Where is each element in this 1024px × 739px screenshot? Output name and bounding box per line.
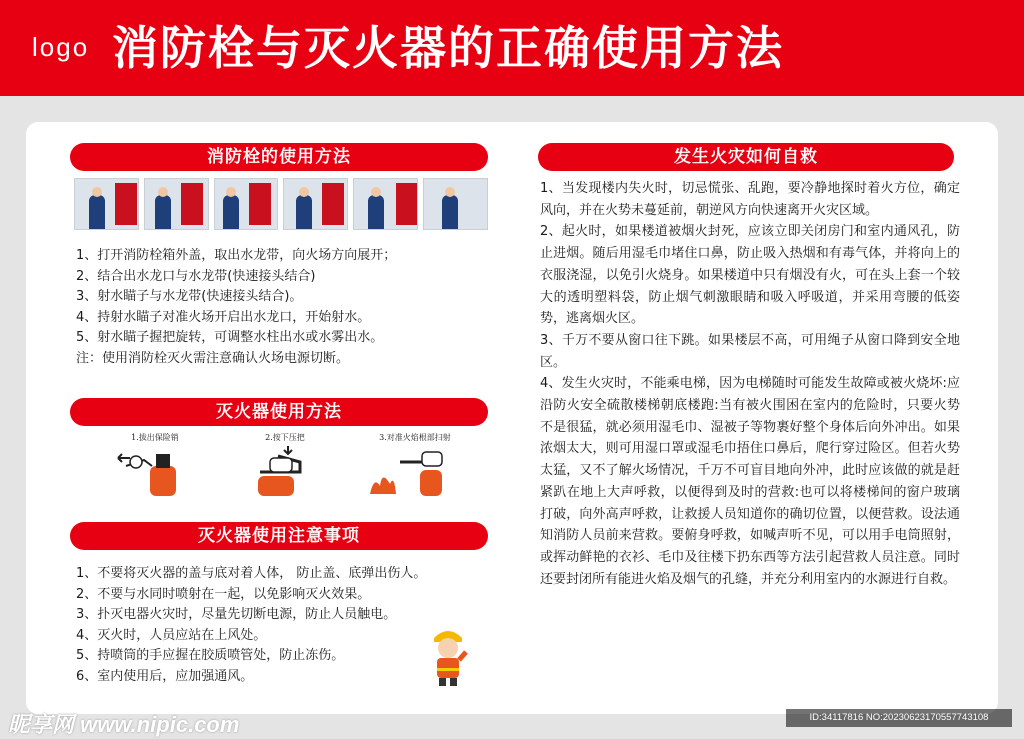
firefighter-mascot-icon (428, 624, 468, 686)
hydrant-steps-list (76, 246, 396, 369)
step-caption: 1.拔出保险销 (131, 433, 179, 442)
image-id-badge: ID:34117816 NO:20230623170557743108 (786, 709, 1012, 727)
paragraph: 3、千万不要从窗口往下跳。如果楼层不高，可用绳子从窗口降到安全地区。 (540, 332, 960, 370)
hydrant-photo-2 (144, 178, 209, 230)
list-item: 5、持喷筒的手应握在胶质喷管处，防止冻伤。 (76, 648, 345, 663)
hydrant-photo-6 (423, 178, 488, 230)
notes-section-title: 灭火器使用注意事项 (70, 522, 488, 550)
extinguisher-steps (100, 432, 480, 500)
extinguisher-step-3 (360, 432, 470, 500)
watermark: 昵享网 www.nipic.com (8, 712, 240, 737)
list-item: 4、灭火时，人员应站在上风处。 (76, 627, 267, 643)
self-rescue-text (540, 178, 960, 590)
list-item: 5、射水瞄子握把旋转，可调整水柱出水或水雾出水。 (76, 330, 384, 345)
list-item: 3、扑灭电器火灾时，尽量先切断电源，防止人员触电。 (76, 607, 397, 622)
header-bar (0, 0, 1024, 96)
page-title: 消防栓与灭火器的正确使用方法 (112, 21, 784, 75)
extinguisher-step-2 (230, 432, 340, 500)
list-item: 1、不要将灭火器的盖与底对着人体， 防止盖、底弹出伤人。 (76, 566, 427, 581)
list-item: 3、射水瞄子与水龙带(快速接头结合)。 (76, 289, 303, 304)
extinguisher-step-1 (100, 432, 210, 500)
list-item: 2、不要与水同时喷射在一起，以免影响灭火效果。 (76, 586, 371, 602)
notes-list (76, 564, 426, 687)
logo: logo (32, 32, 90, 62)
hydrant-photo-1 (74, 178, 139, 230)
list-item: 2、结合出水龙口与水龙带(快速接头结合) (76, 268, 316, 284)
paragraph: 1、当发现楼内失火时，切忌慌张、乱跑，要冷静地探时着火方位，确定风向，并在火势未蔓延前，朝逆风方向快速离开火灾区域。 (540, 181, 960, 218)
hydrant-photo-3 (214, 178, 279, 230)
self-rescue-section-title: 发生火灾如何自救 (538, 143, 954, 171)
extinguisher-section-title: 灭火器使用方法 (70, 398, 488, 426)
step-caption: 2.按下压把 (265, 433, 305, 442)
paragraph: 4、发生火灾时，不能乘电梯，因为电梯随时可能发生故障或被火烧坏:应沿防火安全硫散楼梯朝底楼跑:当有被火围困在室内的危险时，只要火势不是很猛，就必须用湿毛巾、湿被子等物裹好整个身体后向外冲出。如果浓烟太大，则可用湿口罩或湿毛巾捂住口鼻后，爬行穿过险区。但若火势太猛，又不了解火场情况，千万不可盲目地向外冲，此时应该做的就是赶紧趴在地上大声呼救，以便得到及时的营救:也可以将楼梯间的窗户玻璃打破，向外高声呼救，让救援人员知道你的确切位置，以便营救。设法通知消防人员前来营救。要俯身呼救，如喊声听不见，可以用手电筒照射，或挥动鲜艳的衣衫、毛巾及往楼下扔东西等方法引起营救人员注意。同时还要封闭所有能进火焰及烟气的孔缝，并充分利用室内的水源进行自救。 (540, 376, 960, 587)
step-caption: 3.对准火焰根部扫射 (379, 433, 451, 442)
paragraph: 2、起火时，如果楼道被烟火封死，应该立即关闭房门和室内通风孔，防止进烟。随后用湿毛巾堵住口鼻，防止吸入热烟和有毒气体，并将向上的衣服浇湿，以免引火烧身。如果楼道中只有烟没有火，可在头上套一个较大的透明塑料袋，防止烟气刺激眼睛和吸入呼吸道，并采用弯腰的低姿势，逃离烟火区。 (540, 224, 960, 327)
hydrant-photo-5 (353, 178, 418, 230)
hydrant-photo-4 (283, 178, 348, 230)
list-item: 6、室内使用后，应加强通风。 (76, 668, 254, 684)
list-item: 4、持射水瞄子对准火场开启出水龙口，开始射水。 (76, 309, 371, 325)
hydrant-section-title: 消防栓的使用方法 (70, 143, 488, 171)
list-item: 1、打开消防栓箱外盖，取出水龙带，向火场方向展开； (76, 248, 397, 263)
list-item: 注：使用消防栓灭火需注意确认火场电源切断。 (76, 350, 350, 366)
hydrant-photo-strip (74, 178, 488, 228)
